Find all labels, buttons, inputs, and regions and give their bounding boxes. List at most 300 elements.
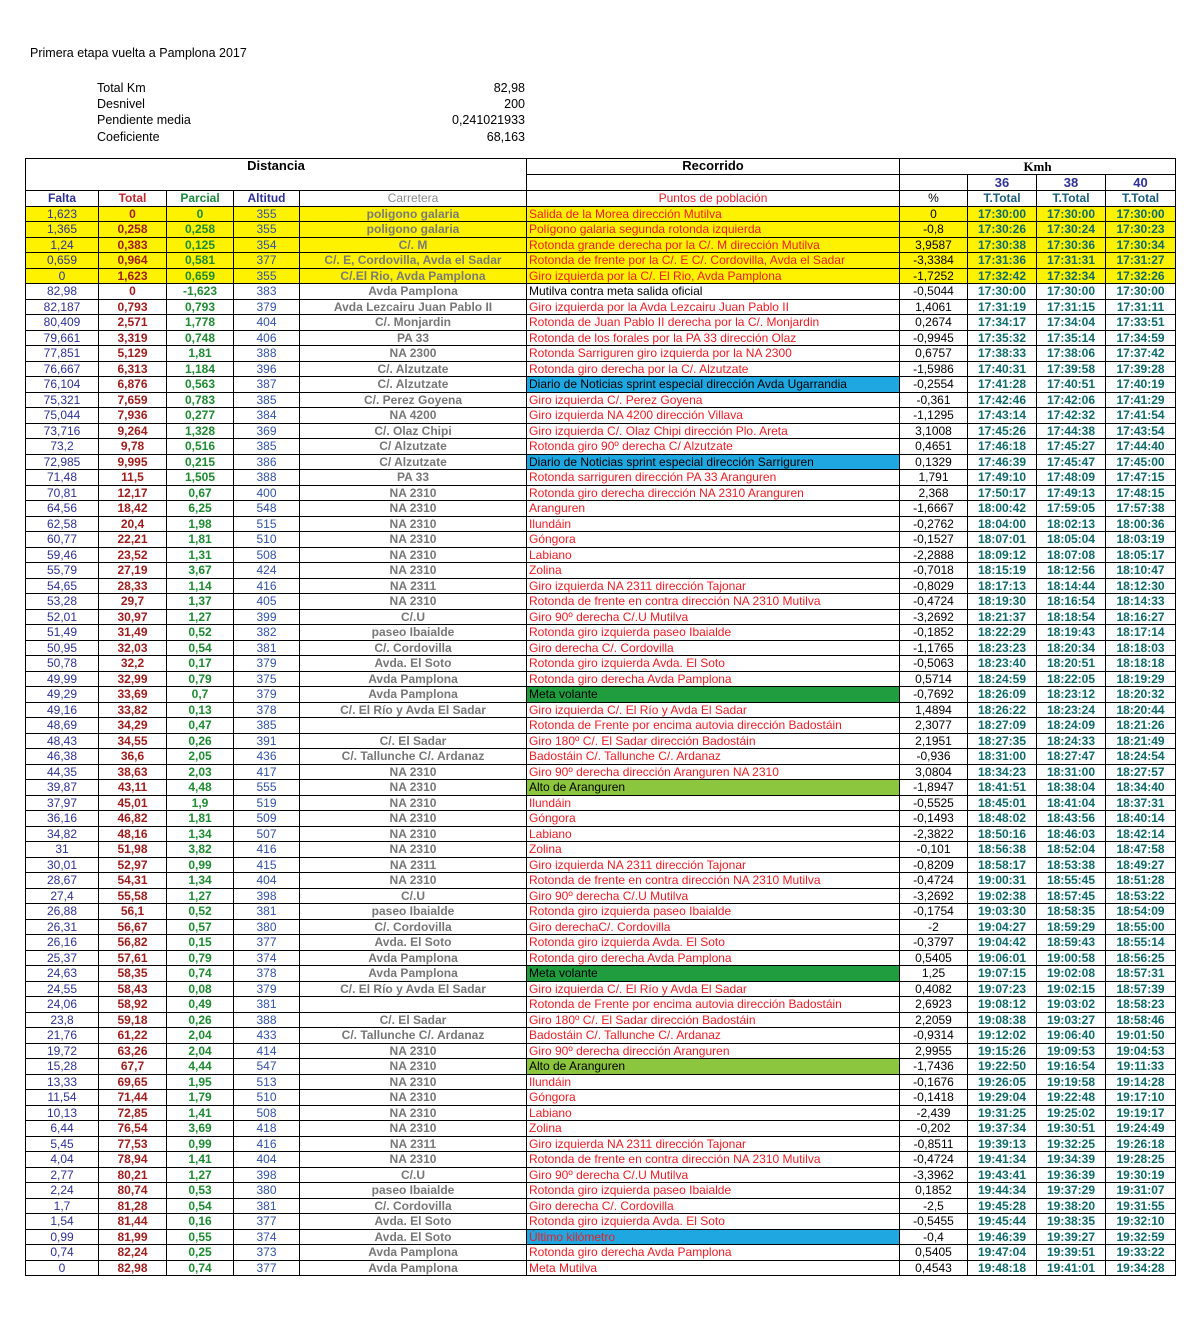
ttotal-40-cell: 18:58:23	[1106, 997, 1176, 1013]
ttotal-38-cell: 18:57:45	[1037, 888, 1106, 904]
parcial-cell: 0,47	[167, 718, 234, 734]
punto-cell: Badostáin C/. Tallunche C/. Ardanaz	[527, 1028, 900, 1044]
carretera-cell: poligono galaria	[300, 222, 527, 238]
speed-36: 36	[968, 175, 1037, 191]
falta-cell: 50,95	[26, 640, 99, 656]
falta-cell: 82,98	[26, 284, 99, 300]
total-cell: 22,21	[99, 532, 167, 548]
altitud-cell: 404	[234, 315, 300, 331]
falta-cell: 71,48	[26, 470, 99, 486]
punto-cell: Giro derecha C/. Cordovilla	[527, 1198, 900, 1214]
ttotal-40-cell: 17:48:15	[1106, 485, 1176, 501]
pct-cell: -1,7436	[900, 1059, 968, 1075]
falta-cell: 76,104	[26, 377, 99, 393]
ttotal-40-cell: 18:49:27	[1106, 857, 1176, 873]
ttotal-38-cell: 18:02:13	[1037, 516, 1106, 532]
parcial-cell: 0,15	[167, 935, 234, 951]
ttotal-40-cell: 17:57:38	[1106, 501, 1176, 517]
ttotal-36-cell: 17:30:00	[968, 206, 1037, 222]
ttotal-38-cell: 19:02:15	[1037, 981, 1106, 997]
pct-cell: -0,936	[900, 749, 968, 765]
ttotal-38-cell: 17:31:31	[1037, 253, 1106, 269]
parcial-cell: 1,14	[167, 578, 234, 594]
pct-cell: -0,8209	[900, 857, 968, 873]
ttotal-40-cell: 17:34:59	[1106, 330, 1176, 346]
ttotal-38-cell: 19:00:58	[1037, 950, 1106, 966]
altitud-cell: 405	[234, 594, 300, 610]
punto-cell: Góngora	[527, 811, 900, 827]
ttotal-38-cell: 19:09:53	[1037, 1043, 1106, 1059]
falta-cell: 48,69	[26, 718, 99, 734]
punto-cell: Giro izquierda NA 2311 dirección Tajonar	[527, 578, 900, 594]
parcial-cell: 0,54	[167, 640, 234, 656]
punto-cell: Ilundáin	[527, 1074, 900, 1090]
carretera-cell: Avda. El Soto	[300, 656, 527, 672]
parcial-cell: 0,563	[167, 377, 234, 393]
ttotal-36-cell: 18:27:09	[968, 718, 1037, 734]
ttotal-38-cell: 18:12:56	[1037, 563, 1106, 579]
total-cell: 81,44	[99, 1214, 167, 1230]
punto-cell: Rotonda de frente por la C/. E C/. Cordovilla, Avda el Sadar	[527, 253, 900, 269]
ttotal-38-cell: 18:58:35	[1037, 904, 1106, 920]
total-cell: 57,61	[99, 950, 167, 966]
total-cell: 80,74	[99, 1183, 167, 1199]
ttotal-36-cell: 18:04:00	[968, 516, 1037, 532]
table-row	[26, 516, 1176, 532]
ttotal-38-cell: 18:20:34	[1037, 640, 1106, 656]
ttotal-36-cell: 17:38:33	[968, 346, 1037, 362]
document-title: Primera etapa vuelta a Pamplona 2017	[30, 46, 247, 60]
ttotal-38-cell: 19:30:51	[1037, 1121, 1106, 1137]
pct-cell: -0,9314	[900, 1028, 968, 1044]
table-row	[26, 1059, 1176, 1075]
table-row	[26, 268, 1176, 284]
carretera-cell: C/. Tallunche C/. Ardanaz	[300, 1028, 527, 1044]
altitud-cell: 416	[234, 578, 300, 594]
carretera-cell: NA 2310	[300, 764, 527, 780]
ttotal-36-cell: 18:23:23	[968, 640, 1037, 656]
ttotal-40-cell: 18:51:28	[1106, 873, 1176, 889]
ttotal-38-cell: 17:35:14	[1037, 330, 1106, 346]
falta-cell: 1,623	[26, 206, 99, 222]
altitud-cell: 354	[234, 237, 300, 253]
table-row	[26, 904, 1176, 920]
col-puntos: Puntos de población	[527, 191, 900, 207]
pct-cell: -3,3962	[900, 1167, 968, 1183]
parcial-cell: 1,778	[167, 315, 234, 331]
table-row	[26, 594, 1176, 610]
total-cell: 0,258	[99, 222, 167, 238]
falta-cell: 48,43	[26, 733, 99, 749]
speed-38: 38	[1037, 175, 1106, 191]
falta-cell: 1,54	[26, 1214, 99, 1230]
ttotal-38-cell: 19:39:27	[1037, 1229, 1106, 1245]
ttotal-40-cell: 18:20:44	[1106, 702, 1176, 718]
falta-cell: 49,29	[26, 687, 99, 703]
falta-cell: 28,67	[26, 873, 99, 889]
punto-cell: Giro 180º C/. El Sadar dirección Badostáin	[527, 1012, 900, 1028]
parcial-cell: 0,215	[167, 454, 234, 470]
table-row	[26, 330, 1176, 346]
altitud-cell: 424	[234, 563, 300, 579]
ttotal-38-cell: 18:19:43	[1037, 625, 1106, 641]
pct-cell: -0,1676	[900, 1074, 968, 1090]
ttotal-36-cell: 18:07:01	[968, 532, 1037, 548]
carretera-cell: NA 2310	[300, 1152, 527, 1168]
total-cell: 33,82	[99, 702, 167, 718]
ttotal-38-cell: 18:07:08	[1037, 547, 1106, 563]
summary-value: 82,98	[493, 81, 525, 95]
ttotal-40-cell: 18:18:18	[1106, 656, 1176, 672]
column-header-row	[26, 191, 1176, 207]
falta-cell: 52,01	[26, 609, 99, 625]
parcial-cell: 1,79	[167, 1090, 234, 1106]
ttotal-38-cell: 18:23:12	[1037, 687, 1106, 703]
carretera-cell: C/. El Río y Avda El Sadar	[300, 981, 527, 997]
falta-cell: 24,06	[26, 997, 99, 1013]
carretera-cell: C/. El Sadar	[300, 1012, 527, 1028]
punto-cell: Rotonda giro 90º derecha C/ Alzutzate	[527, 439, 900, 455]
altitud-cell: 383	[234, 284, 300, 300]
ttotal-38-cell: 19:03:02	[1037, 997, 1106, 1013]
punto-cell: Giro derecha C/. Cordovilla	[527, 640, 900, 656]
table-row	[26, 1245, 1176, 1261]
carretera-cell: NA 2311	[300, 857, 527, 873]
punto-cell: Rotonda de frente en contra dirección NA 2310 Mutilva	[527, 873, 900, 889]
parcial-cell: 0,79	[167, 950, 234, 966]
table-row	[26, 950, 1176, 966]
punto-cell: Rotonda giro derecha Avda Pamplona	[527, 1245, 900, 1261]
carretera-cell: C/. E, Cordovilla, Avda el Sadar	[300, 253, 527, 269]
punto-cell: Rotonda giro derecha por la C/. Alzutzate	[527, 361, 900, 377]
total-cell: 58,43	[99, 981, 167, 997]
pct-cell: -0,4	[900, 1229, 968, 1245]
ttotal-40-cell: 19:33:22	[1106, 1245, 1176, 1261]
altitud-cell: 373	[234, 1245, 300, 1261]
ttotal-36-cell: 18:22:29	[968, 625, 1037, 641]
pct-cell: -0,101	[900, 842, 968, 858]
pct-cell: -0,1754	[900, 904, 968, 920]
altitud-cell: 396	[234, 361, 300, 377]
ttotal-36-cell: 19:29:04	[968, 1090, 1037, 1106]
parcial-cell: 0,783	[167, 392, 234, 408]
falta-cell: 26,88	[26, 904, 99, 920]
falta-cell: 0,99	[26, 1229, 99, 1245]
punto-cell: Giro 90º derecha C/.U Mutilva	[527, 888, 900, 904]
ttotal-36-cell: 19:08:12	[968, 997, 1037, 1013]
pct-cell: -1,7252	[900, 268, 968, 284]
table-row	[26, 423, 1176, 439]
falta-cell: 49,99	[26, 671, 99, 687]
ttotal-36-cell: 18:09:12	[968, 547, 1037, 563]
punto-cell: Rotonda giro izquierda paseo Ibaialde	[527, 1183, 900, 1199]
parcial-cell: 0,26	[167, 1012, 234, 1028]
altitud-cell: 369	[234, 423, 300, 439]
altitud-cell: 555	[234, 780, 300, 796]
ttotal-38-cell: 19:25:02	[1037, 1105, 1106, 1121]
punto-cell: Aranguren	[527, 501, 900, 517]
table-row	[26, 315, 1176, 331]
carretera-cell: C/. Olaz Chipi	[300, 423, 527, 439]
altitud-cell: 379	[234, 656, 300, 672]
altitud-cell: 507	[234, 826, 300, 842]
carretera-cell: C/. Cordovilla	[300, 1198, 527, 1214]
table-row	[26, 671, 1176, 687]
falta-cell: 4,04	[26, 1152, 99, 1168]
falta-cell: 26,31	[26, 919, 99, 935]
ttotal-38-cell: 17:38:06	[1037, 346, 1106, 362]
total-cell: 48,16	[99, 826, 167, 842]
ttotal-38-cell: 17:30:00	[1037, 284, 1106, 300]
altitud-cell: 406	[234, 330, 300, 346]
altitud-cell: 388	[234, 346, 300, 362]
parcial-cell: 1,81	[167, 532, 234, 548]
parcial-cell: 0,79	[167, 671, 234, 687]
table-row	[26, 1183, 1176, 1199]
total-cell: 45,01	[99, 795, 167, 811]
ttotal-36-cell: 17:43:14	[968, 408, 1037, 424]
punto-cell: Ilundáin	[527, 516, 900, 532]
altitud-cell: 384	[234, 408, 300, 424]
ttotal-40-cell: 18:55:14	[1106, 935, 1176, 951]
altitud-cell: 379	[234, 981, 300, 997]
punto-cell: Labiano	[527, 1105, 900, 1121]
punto-cell: Rotonda grande derecha por la C/. M dirección Mutilva	[527, 237, 900, 253]
pct-cell: -0,5525	[900, 795, 968, 811]
punto-cell: Giro izquierda NA 2311 dirección Tajonar	[527, 857, 900, 873]
carretera-cell: C/.El Rio, Avda Pamplona	[300, 268, 527, 284]
total-cell: 2,571	[99, 315, 167, 331]
parcial-cell: 0,793	[167, 299, 234, 315]
ttotal-40-cell: 19:34:28	[1106, 1260, 1176, 1276]
ttotal-38-cell: 19:03:27	[1037, 1012, 1106, 1028]
carretera-cell: C/. Tallunche C/. Ardanaz	[300, 749, 527, 765]
parcial-cell: 0,17	[167, 656, 234, 672]
ttotal-36-cell: 17:32:42	[968, 268, 1037, 284]
total-cell: 72,85	[99, 1105, 167, 1121]
table-row	[26, 361, 1176, 377]
ttotal-36-cell: 17:30:26	[968, 222, 1037, 238]
altitud-cell: 508	[234, 547, 300, 563]
ttotal-38-cell: 18:16:54	[1037, 594, 1106, 610]
falta-cell: 62,58	[26, 516, 99, 532]
punto-cell: Zolina	[527, 563, 900, 579]
punto-cell: Giro izquierda C/. El Río y Avda El Sadar	[527, 702, 900, 718]
carretera-cell: Avda Pamplona	[300, 284, 527, 300]
table-row	[26, 749, 1176, 765]
ttotal-36-cell: 18:19:30	[968, 594, 1037, 610]
ttotal-38-cell: 18:55:45	[1037, 873, 1106, 889]
pct-cell: 1,4061	[900, 299, 968, 315]
total-cell: 55,58	[99, 888, 167, 904]
altitud-cell: 509	[234, 811, 300, 827]
ttotal-40-cell: 17:47:15	[1106, 470, 1176, 486]
falta-cell: 0	[26, 268, 99, 284]
altitud-cell: 513	[234, 1074, 300, 1090]
punto-cell: Alto de Aranguren	[527, 780, 900, 796]
falta-cell: 70,81	[26, 485, 99, 501]
ttotal-40-cell: 18:40:14	[1106, 811, 1176, 827]
ttotal-38-cell: 18:52:04	[1037, 842, 1106, 858]
ttotal-36-cell: 18:26:09	[968, 687, 1037, 703]
col-falta: Falta	[26, 191, 99, 207]
pct-cell: -3,2692	[900, 609, 968, 625]
ttotal-40-cell: 19:04:53	[1106, 1043, 1176, 1059]
altitud-cell: 378	[234, 966, 300, 982]
altitud-cell: 388	[234, 1012, 300, 1028]
ttotal-38-cell: 19:38:35	[1037, 1214, 1106, 1230]
total-cell: 58,92	[99, 997, 167, 1013]
punto-cell: Rotonda giro derecha Avda Pamplona	[527, 950, 900, 966]
ttotal-40-cell: 18:14:33	[1106, 594, 1176, 610]
carretera-cell: Avda Pamplona	[300, 671, 527, 687]
pct-cell: -3,2692	[900, 888, 968, 904]
total-cell: 7,659	[99, 392, 167, 408]
carretera-cell: C/.U	[300, 1167, 527, 1183]
carretera-cell: NA 2300	[300, 346, 527, 362]
pct-cell: -1,5986	[900, 361, 968, 377]
total-cell: 0,793	[99, 299, 167, 315]
col-ttotal-36: T.Total	[968, 191, 1037, 207]
pct-cell: 0,1329	[900, 454, 968, 470]
punto-cell: Góngora	[527, 1090, 900, 1106]
ttotal-40-cell: 19:32:10	[1106, 1214, 1176, 1230]
altitud-cell: 355	[234, 268, 300, 284]
table-row	[26, 997, 1176, 1013]
falta-cell: 2,77	[26, 1167, 99, 1183]
ttotal-40-cell: 18:27:57	[1106, 764, 1176, 780]
altitud-cell: 416	[234, 1136, 300, 1152]
punto-cell: Rotonda giro derecha dirección NA 2310 Aranguren	[527, 485, 900, 501]
altitud-cell: 548	[234, 501, 300, 517]
punto-cell: Giro izquierda C/. Olaz Chipi dirección Plo. Areta	[527, 423, 900, 439]
parcial-cell: -1,623	[167, 284, 234, 300]
pct-cell: 2,9955	[900, 1043, 968, 1059]
ttotal-36-cell: 19:44:34	[968, 1183, 1037, 1199]
table-row	[26, 733, 1176, 749]
table-row	[26, 470, 1176, 486]
table-row	[26, 857, 1176, 873]
table-row	[26, 408, 1176, 424]
parcial-cell: 0,74	[167, 1260, 234, 1276]
punto-cell: Meta volante	[527, 687, 900, 703]
pct-cell: 2,368	[900, 485, 968, 501]
total-cell: 7,936	[99, 408, 167, 424]
punto-cell: Rotonda de Frente por encima autovia dirección Badostáin	[527, 718, 900, 734]
falta-cell: 76,667	[26, 361, 99, 377]
total-cell: 51,98	[99, 842, 167, 858]
punto-cell: Salida de la Morea dirección Mutilva	[527, 206, 900, 222]
pct-cell: 0	[900, 206, 968, 222]
punto-cell: Último kilómetro	[527, 1229, 900, 1245]
ttotal-36-cell: 19:02:38	[968, 888, 1037, 904]
ttotal-38-cell: 17:30:00	[1037, 206, 1106, 222]
recorrido-header: Recorrido	[527, 159, 900, 175]
falta-cell: 6,44	[26, 1121, 99, 1137]
table-row	[26, 253, 1176, 269]
ttotal-40-cell: 17:41:54	[1106, 408, 1176, 424]
carretera-cell: NA 2310	[300, 501, 527, 517]
total-cell: 34,55	[99, 733, 167, 749]
carretera-cell: NA 2310	[300, 1121, 527, 1137]
total-cell: 30,97	[99, 609, 167, 625]
pct-cell: -0,2554	[900, 377, 968, 393]
table-row	[26, 718, 1176, 734]
carretera-cell: C/. Alzutzate	[300, 377, 527, 393]
total-cell: 33,69	[99, 687, 167, 703]
ttotal-38-cell: 18:24:09	[1037, 718, 1106, 734]
table-row	[26, 1105, 1176, 1121]
ttotal-38-cell: 19:38:20	[1037, 1198, 1106, 1214]
altitud-cell: 374	[234, 950, 300, 966]
parcial-cell: 1,505	[167, 470, 234, 486]
ttotal-38-cell: 19:06:40	[1037, 1028, 1106, 1044]
parcial-cell: 0,26	[167, 733, 234, 749]
falta-cell: 1,24	[26, 237, 99, 253]
falta-cell: 0,74	[26, 1245, 99, 1261]
table-row	[26, 1074, 1176, 1090]
falta-cell: 75,321	[26, 392, 99, 408]
ttotal-38-cell: 19:36:39	[1037, 1167, 1106, 1183]
table-row	[26, 842, 1176, 858]
ttotal-40-cell: 17:41:29	[1106, 392, 1176, 408]
table-row	[26, 981, 1176, 997]
table-row	[26, 702, 1176, 718]
falta-cell: 2,24	[26, 1183, 99, 1199]
falta-cell: 72,985	[26, 454, 99, 470]
pct-cell: 1,4894	[900, 702, 968, 718]
falta-cell: 54,65	[26, 578, 99, 594]
carretera-cell	[300, 997, 527, 1013]
punto-cell: Alto de Aranguren	[527, 1059, 900, 1075]
punto-cell: Rotonda de Frente por encima autovia dirección Badostáin	[527, 997, 900, 1013]
ttotal-38-cell: 18:59:43	[1037, 935, 1106, 951]
altitud-cell: 510	[234, 532, 300, 548]
falta-cell: 25,37	[26, 950, 99, 966]
ttotal-40-cell: 19:26:18	[1106, 1136, 1176, 1152]
parcial-cell: 1,81	[167, 811, 234, 827]
table-row	[26, 966, 1176, 982]
ttotal-38-cell: 17:30:36	[1037, 237, 1106, 253]
ttotal-40-cell: 18:34:40	[1106, 780, 1176, 796]
altitud-cell: 355	[234, 206, 300, 222]
ttotal-38-cell: 19:37:29	[1037, 1183, 1106, 1199]
ttotal-40-cell: 17:39:28	[1106, 361, 1176, 377]
total-cell: 9,78	[99, 439, 167, 455]
table-row	[26, 1152, 1176, 1168]
altitud-cell: 381	[234, 640, 300, 656]
ttotal-38-cell: 18:41:04	[1037, 795, 1106, 811]
parcial-cell: 1,27	[167, 1167, 234, 1183]
carretera-cell: C/. Cordovilla	[300, 640, 527, 656]
carretera-cell: NA 2310	[300, 1059, 527, 1075]
ttotal-40-cell: 18:10:47	[1106, 563, 1176, 579]
total-cell: 46,82	[99, 811, 167, 827]
punto-cell: Rotonda giro izquierda paseo Ibaialde	[527, 904, 900, 920]
punto-cell: Rotonda giro izquierda Avda. El Soto	[527, 1214, 900, 1230]
carretera-cell: Avda Pamplona	[300, 1245, 527, 1261]
total-cell: 23,52	[99, 547, 167, 563]
altitud-cell: 510	[234, 1090, 300, 1106]
total-cell: 1,623	[99, 268, 167, 284]
carretera-cell: C/. El Sadar	[300, 733, 527, 749]
ttotal-36-cell: 18:27:35	[968, 733, 1037, 749]
parcial-cell: 1,41	[167, 1152, 234, 1168]
pct-cell: 2,1951	[900, 733, 968, 749]
punto-cell: Rotonda de frente en contra dirección NA 2310 Mutilva	[527, 594, 900, 610]
pct-cell: -0,7018	[900, 563, 968, 579]
total-cell: 56,67	[99, 919, 167, 935]
